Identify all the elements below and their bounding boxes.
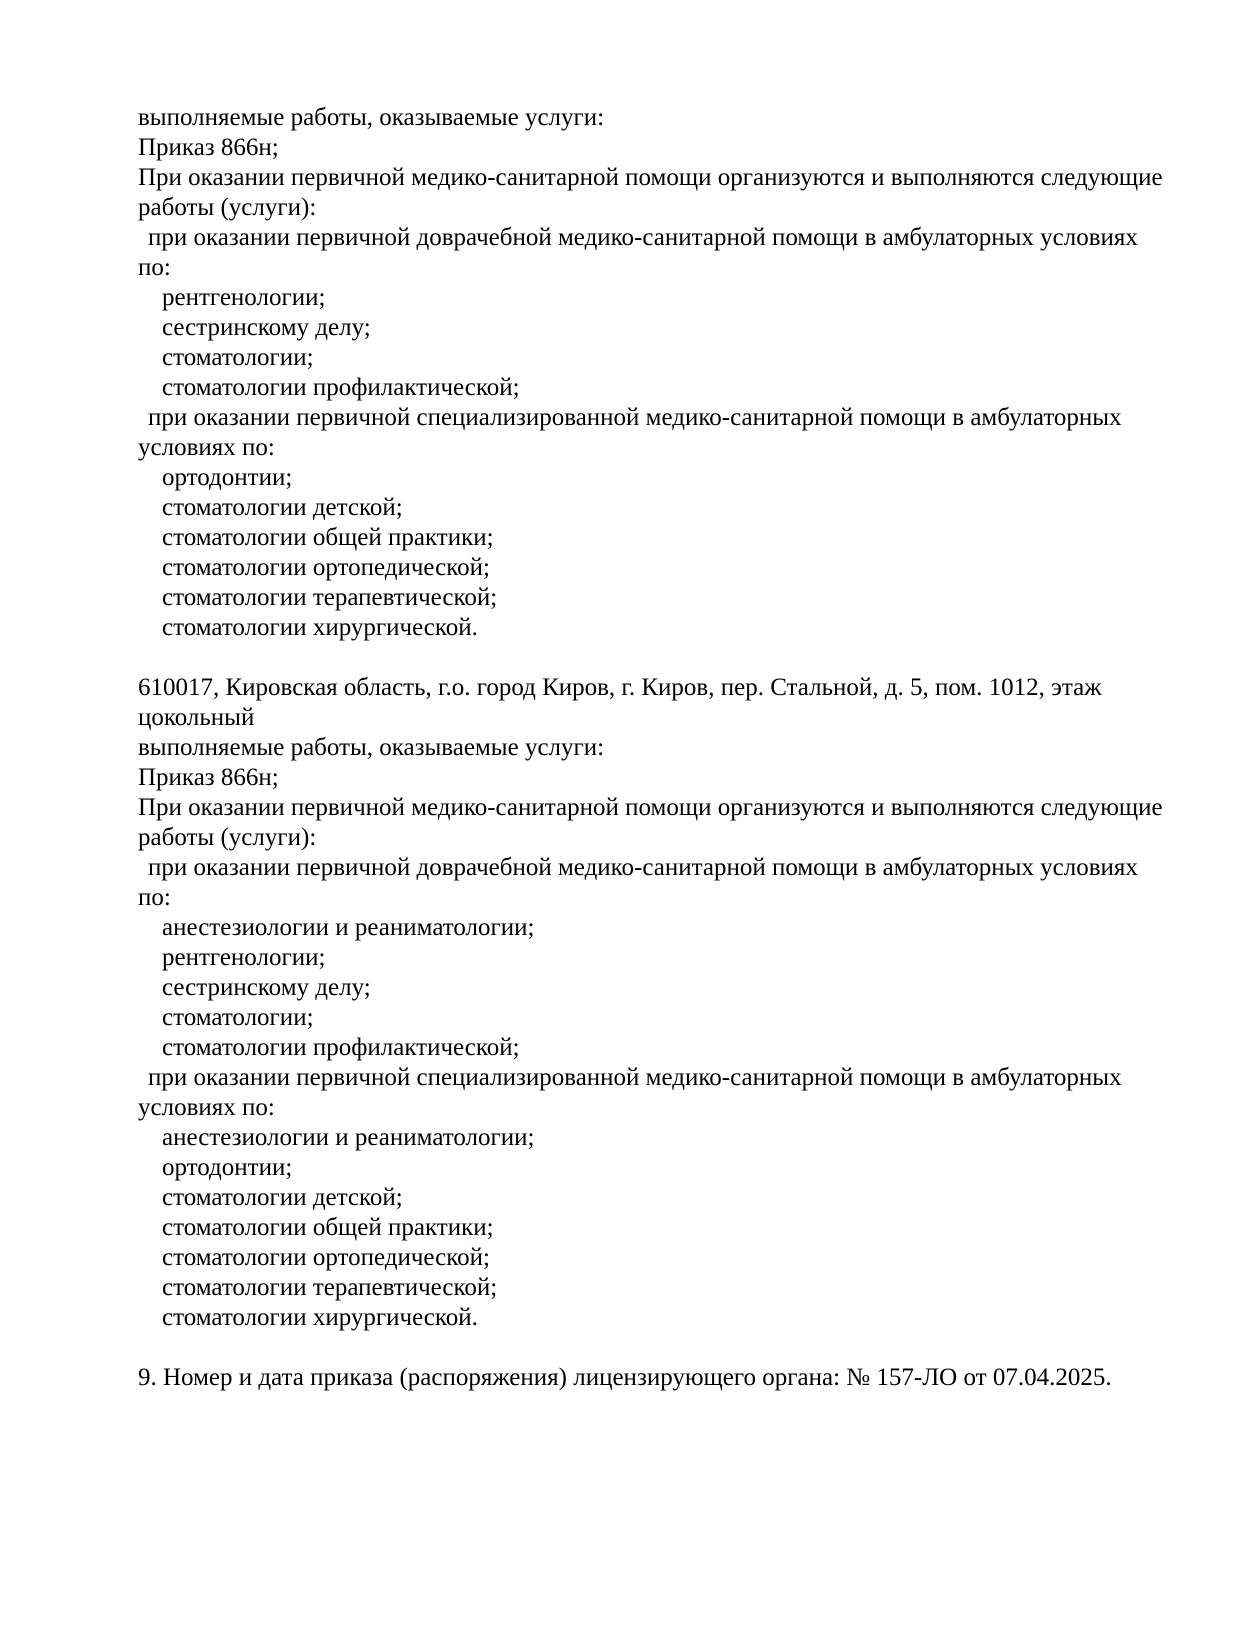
- text-line: 610017, Кировская область, г.о. город Киров, г. Киров, пер. Стальной, д. 5, пом. 1012, этаж: [138, 674, 1102, 701]
- text-line: стоматологии детской;: [162, 1184, 403, 1211]
- text-line: по:: [138, 884, 171, 911]
- text-line: цокольный: [138, 704, 255, 731]
- text-line: анестезиологии и реаниматологии;: [162, 914, 535, 941]
- text-line: рентгенологии;: [162, 284, 326, 311]
- document-text-body: [138, 103, 1180, 1393]
- text-line: сестринскому делу;: [162, 974, 371, 1001]
- text-line: Приказ 866н;: [138, 134, 279, 161]
- text-line: стоматологии терапевтической;: [162, 1274, 498, 1301]
- text-line: выполняемые работы, оказываемые услуги:: [138, 104, 605, 131]
- text-line: работы (услуги):: [138, 824, 317, 851]
- text-line: выполняемые работы, оказываемые услуги:: [138, 734, 605, 761]
- text-line: стоматологии ортопедической;: [162, 554, 490, 581]
- text-line: рентгенологии;: [162, 944, 326, 971]
- text-line: сестринскому делу;: [162, 314, 371, 341]
- text-line: при оказании первичной специализированной медико-санитарной помощи в амбулаторных: [148, 404, 1122, 431]
- text-line: условиях по:: [138, 1094, 275, 1121]
- text-line: стоматологии общей практики;: [162, 524, 494, 551]
- text-line: стоматологии общей практики;: [162, 1214, 494, 1241]
- text-line: стоматологии детской;: [162, 494, 403, 521]
- text-line: ортодонтии;: [162, 1154, 293, 1181]
- text-line: условиях по:: [138, 434, 275, 461]
- text-line: Приказ 866н;: [138, 764, 279, 791]
- text-line: При оказании первичной медико-санитарной помощи организуются и выполняются следующие: [138, 794, 1163, 821]
- text-line: стоматологии хирургической.: [162, 614, 478, 641]
- text-line: [138, 1333, 1180, 1363]
- text-line: ортодонтии;: [162, 464, 293, 491]
- text-line: При оказании первичной медико-санитарной помощи организуются и выполняются следующие: [138, 164, 1163, 191]
- text-line: стоматологии хирургической.: [162, 1304, 478, 1331]
- text-line: работы (услуги):: [138, 194, 317, 221]
- text-line: стоматологии терапевтической;: [162, 584, 498, 611]
- text-line: стоматологии профилактической;: [162, 374, 520, 401]
- text-line: стоматологии ортопедической;: [162, 1244, 490, 1271]
- text-line: по:: [138, 254, 171, 281]
- text-line: [138, 643, 1180, 673]
- text-line: при оказании первичной специализированной медико-санитарной помощи в амбулаторных: [148, 1064, 1122, 1091]
- text-line: стоматологии профилактической;: [162, 1034, 520, 1061]
- text-line: при оказании первичной доврачебной медико-санитарной помощи в амбулаторных условиях: [148, 224, 1138, 251]
- text-line: при оказании первичной доврачебной медико-санитарной помощи в амбулаторных условиях: [148, 854, 1138, 881]
- text-line: анестезиологии и реаниматологии;: [162, 1124, 535, 1151]
- text-line: стоматологии;: [162, 344, 314, 371]
- text-line: стоматологии;: [162, 1004, 314, 1031]
- text-line: 9. Номер и дата приказа (распоряжения) лицензирующего органа: № 157-ЛО от 07.04.2025.: [138, 1364, 1112, 1391]
